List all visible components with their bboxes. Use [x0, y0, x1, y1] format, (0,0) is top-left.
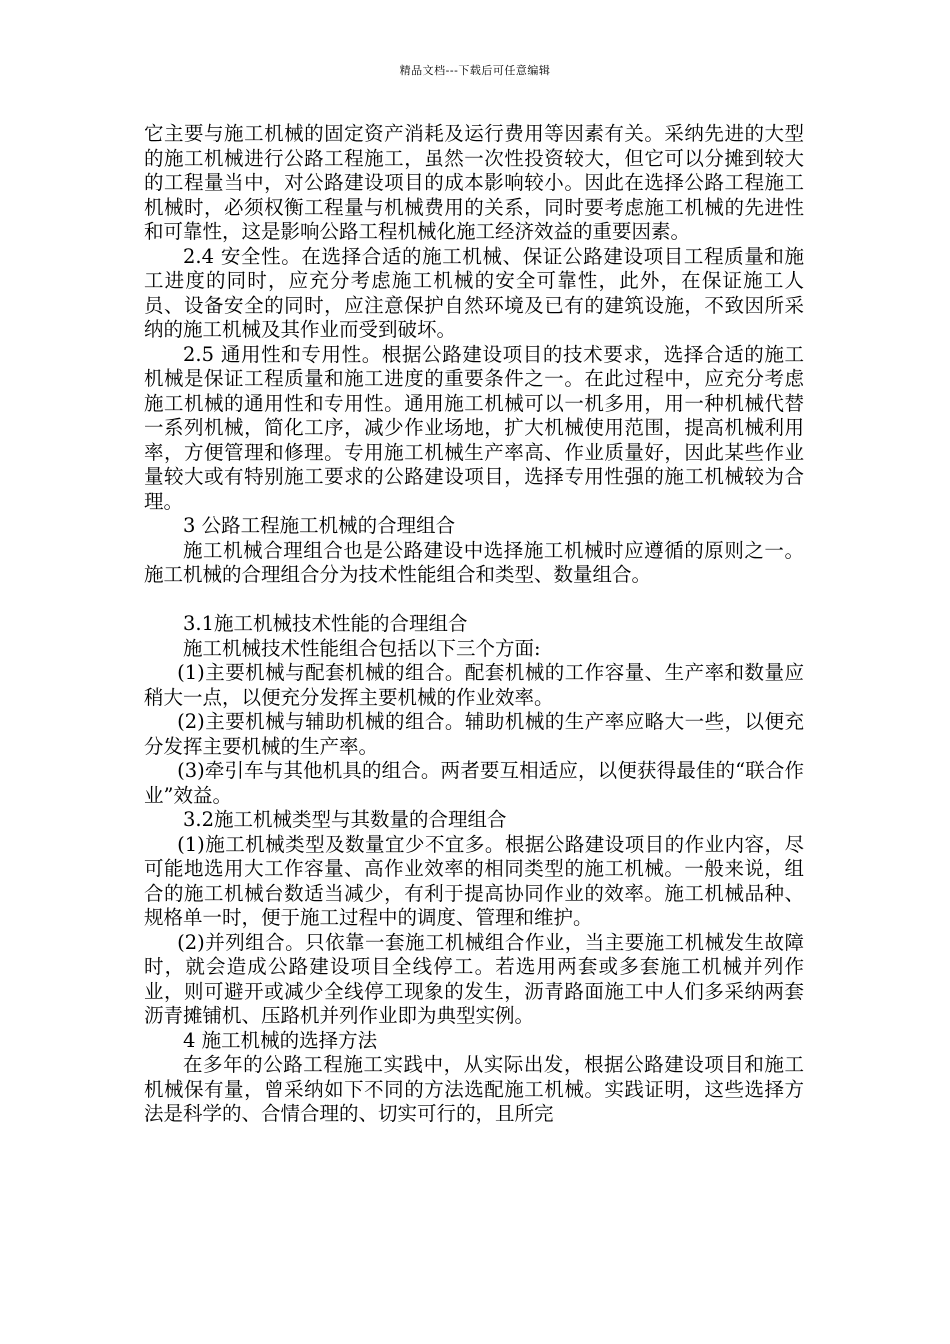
document-body	[144, 122, 804, 1127]
heading-section-4: 4 施工机械的选择方法	[183, 1028, 378, 1052]
paragraph-continuation: 它主要与施工机械的固定资产消耗及运行费用等因素有关。采纳先进的大型的施工机械进行公路工程施工，虽然一次性投资较大，但它可以分摊到较大的工程量当中，对公路建设项目的成本影响较小。因此在选择公路工程施工机械时，必须权衡工程量与机械费用的关系，同时要考虑施工机械的先进性和可靠性，这是影响公路工程机械化施工经济效益的重要因素。	[144, 122, 804, 243]
paragraph-section-4-intro: 在多年的公路工程施工实践中，从实际出发，根据公路建设项目和施工机械保有量，曾采纳如下不同的方法选配施工机械。实践证明，这些选择方法是科学的、合情合理的、切实可行的，且所完	[144, 1053, 804, 1125]
heading-section-3-2: 3.2施工机械类型与其数量的合理组合	[183, 808, 507, 831]
paragraph-section-3-intro: 施工机械合理组合也是公路建设中选择施工机械时应遵循的原则之一。施工机械的合理组合分为技术性能组合和类型、数量组合。	[144, 538, 804, 586]
paragraph-section-2-4: 2.4 安全性。在选择合适的施工机械、保证公路建设项目工程质量和施工进度的同时，应充分考虑施工机械的安全可靠性，此外，在保证施工人员、设备安全的同时，应注意保护自然环境及已有的建筑设施，不致因所采纳的施工机械及其作业而受到破坏。	[144, 244, 804, 341]
list-item-3-1-1: (1)主要机械与配套机械的组合。配套机械的工作容量、生产率和数量应稍大一点，以便充分发挥主要机械的作业效率。	[144, 661, 804, 709]
heading-section-3: 3 公路工程施工机械的合理组合	[183, 514, 456, 537]
page-header: 精品文档---下载后可任意编辑	[399, 64, 551, 77]
blank-line	[144, 588, 804, 613]
list-item-3-1-2: (2)主要机械与辅助机械的组合。辅助机械的生产率应略大一些，以便充分发挥主要机械的生产率。	[144, 710, 804, 758]
list-item-3-2-1: (1)施工机械类型及数量宜少不宜多。根据公路建设项目的作业内容，尽可能地选用大工作容量、高作业效率的相同类型的施工机械。一般来说，组合的施工机械台数适当减少，有利于提高协同作业的效率。施工机械品种、规格单一时，便于施工过程中的调度、管理和维护。	[144, 832, 804, 929]
paragraph-section-2-5: 2.5 通用性和专用性。根据公路建设项目的技术要求，选择合适的施工机械是保证工程质量和施工进度的重要条件之一。在此过程中，应充分考虑施工机械的通用性和专用性。通用施工机械可以一机多用，用一种机械代替一系列机械，简化工序，减少作业场地，扩大机械使用范围，提高机械利用率，方便管理和修理。专用施工机械生产率高、作业质量好，因此某些作业量较大或有特别施工要求的公路建设项目，选择专用性强的施工机械较为合理。	[144, 342, 804, 513]
list-item-3-2-2: (2)并列组合。只依靠一套施工机械组合作业，当主要施工机械发生故障时，就会造成公路建设项目全线停工。若选用两套或多套施工机械并列作业，则可避开或减少全线停工现象的发生，沥青路面施工中人们多采纳两套沥青摊铺机、压路机并列作业即为典型实例。	[144, 930, 804, 1027]
list-item-3-1-3: (3)牵引车与其他机具的组合。两者要互相适应，以便获得最佳的“联合作业”效益。	[144, 759, 804, 807]
paragraph-section-3-1-intro: 施工机械技术性能组合包括以下三个方面:	[183, 636, 541, 660]
heading-section-3-1: 3.1施工机械技术性能的合理组合	[183, 612, 468, 635]
